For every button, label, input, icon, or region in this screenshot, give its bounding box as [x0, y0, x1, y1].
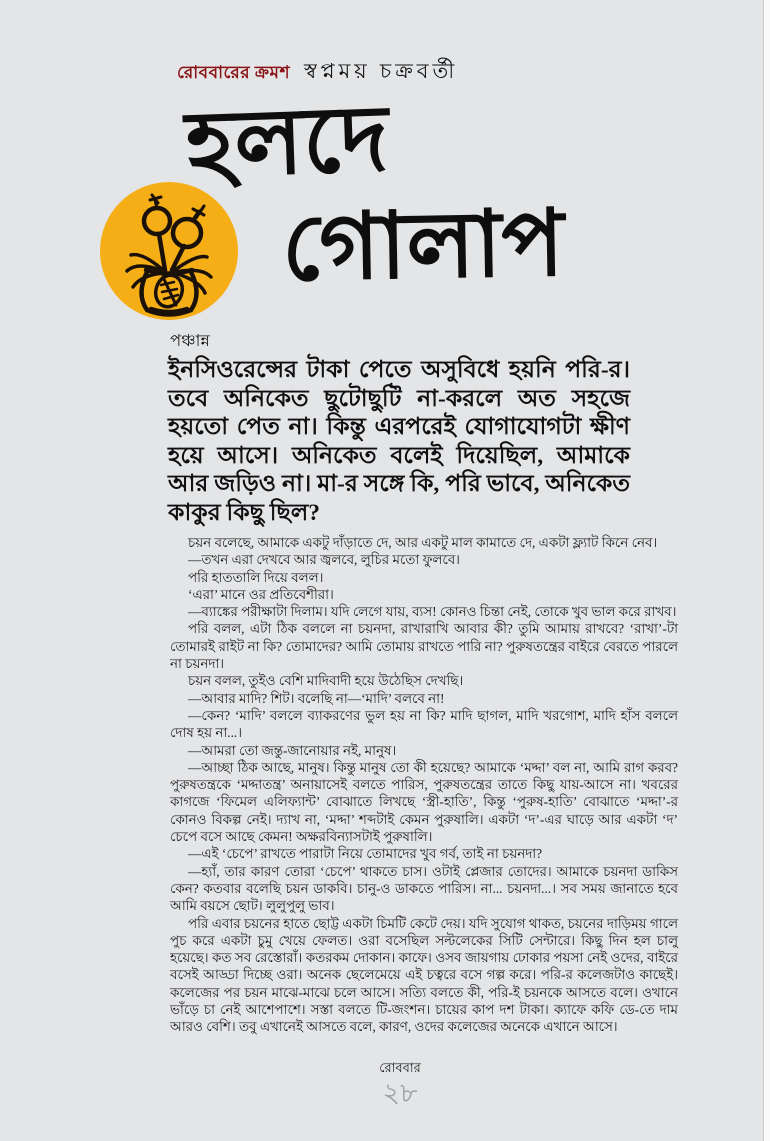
- story-paragraph: —আমরা তো জন্তু-জানোয়ার নই, মানুষ।: [188, 742, 397, 758]
- page-number: ২৮: [382, 1078, 418, 1109]
- story-paragraph: পরি হাততালি দিয়ে বলল।: [188, 569, 324, 585]
- chapter-number: পঞ্চান্ন: [170, 331, 210, 350]
- story-paragraph: —ব্যাঙ্কের পরীক্ষাটা দিলাম। যদি লেগে যায়, ব্যস! কোনও চিন্তা নেই, তোকে খুব ভাল করে রাখব।: [188, 604, 677, 620]
- story-paragraph: —এই ‘চেপে’ রাখতে পারাটা নিয়ে তোমাদের খুব গর্ব, তাই না চয়নদা?: [188, 846, 543, 862]
- story-paragraph: চয়ন বলেছে, আমাকে একটু দাঁড়াতে দে, আর একটু মাল কামাতে দে, একটা ফ্ল্যাট কিনে নেব।: [188, 535, 658, 550]
- story-paragraph: —হ্যাঁ, তার কারণ তোরা ‘চেপে’ থাকতে চাস। ওটাই প্লেজার তোদের। আমাকে চয়নদা ডাকিস কেন? কতবার বলেছি চয়ন ডাকবি। চানু-ও ডাকতে পারিস। না... চয়নদা...। সব সময় জানাতে হবে আমি বয়সে ছোট। লুলুপুলু ভাব।: [170, 863, 678, 914]
- page-edge: [763, 0, 770, 1141]
- story-paragraph: পরি বলল, এটা ঠিক বললে না চয়নদা, রাখারাখি আবার কী? তুমি আমায় রাখবে? ‘রাখা’-টা তোমারই রাইট না কি? তোমাদের? আমি তোমায় রাখতে পারি না? পুরুষতন্ত্রের বাইরে বেরতে পারলে না চয়নদা।: [170, 621, 678, 672]
- story-paragraph: ‘এরা’ মানে ওর প্রতিবেশীরা।: [188, 586, 334, 602]
- serial-label: রোববারের ক্রমশ: [177, 63, 291, 82]
- story-paragraph: —আচ্ছা ঠিক আছে, মানুষ। কিন্তু মানুষ তো কী হয়েছে? আমাকে ‘মদ্দা’ বল না, আমি রাগ করব? পুরুষতন্ত্রকে ‘মদ্দাতন্ত্র’ অনায়াসেই বলতে পারিস, পুরুষতন্ত্রের তাতে কিছু যায়-আসে না। খবরের কাগজে ‘ফিমেল এলিফ্যান্ট’ বোঝাতে লিখছে ‘স্ত্রী-হাতি’, কিন্তু ‘পুরুষ-হাতি’ বোঝাতে ‘মদ্দা’-র কোনও বিকল্প নেই। দ্যাখ না, ‘মদ্দা’ শব্দটাই কেমন পুরুষালি। একটা ‘দ’-এর ঘাড়ে আর একটা ‘দ’ চেপে বসে আছে কেমন! অক্ষরবিন্যাসটাই পুরুষালি।: [170, 759, 678, 845]
- story-title-line1: হলদে: [184, 84, 390, 199]
- story-paragraph: —আবার মাদি? শিট। বলেছি না—‘মাদি’ বলবে না!: [188, 690, 445, 706]
- story-paragraph: পরি এবার চয়নের হাতে ছোট্ট একটা চিমটি কেটে দেয়। যদি সুযোগ থাকত, চয়নের দাড়িময় গালে পুচ করে একটা চুমু খেয়ে ফেলত। ওরা বসেছিল সল্টলেকের সিটি সেন্টারে। কিছু দিন হল চালু হয়েছে। কত সব রেস্তোরাঁ। কতরকম দোকান। কাফে। ওসব জায়গায় ঢোকার পয়সা নেই ওদের, বাইরে বসেই আড্ডা দিচ্ছে ওরা। অনেক ছেলেমেয়ে এই চত্বরে বসে গল্প করে। পরি-র কলেজটাও কাছেই। কলেজের পর চয়ন মাঝে-মাঝে চলে আসে। সত্যি বলতে কী, পরি-ই চয়নকে আসতে বলে। ওখানে ভাঁড়ে চা নেই আশেপাশে। সস্তা বলতে টি-জংশন। চায়ের কাপ দশ টাকা। ক্যাফে কফি ডে-তে দাম আরও বেশি। তবু এখানেই আসতে বলে, কারণ, ওদের কলেজের অনেকে এখানে আসে।: [170, 915, 678, 1035]
- flower-pot-logo: [100, 182, 238, 320]
- page-header: [177, 55, 458, 90]
- story-paragraph: —তখন এরা দেখবে আর জ্বলবে, লুচির মতো ফুলবে।: [188, 552, 460, 568]
- story-title-line2: গোলাপ: [281, 189, 565, 302]
- story-paragraph: চয়ন বলল, তুইও বেশি মাদিবাদী হয়ে উঠেছিস দেখছি।: [188, 673, 464, 689]
- author-name: স্বপ্নময় চক্রবর্তী: [304, 59, 459, 83]
- magazine-name: রোববার: [379, 1060, 421, 1075]
- flower-pot-icon: [100, 182, 238, 320]
- story-paragraph: —কেন? ‘মাদি’ বললে ব্যাকরণের ভুল হয় না কি? মাদি ছাগল, মাদি খরগোশ, মাদি হাঁস বললে দোষ হয় না...।: [170, 707, 678, 741]
- story-body: [170, 534, 678, 1036]
- lead-paragraph: ইনসিওরেন্সের টাকা পেতে অসুবিধে হয়নি পরি-র। তবে অনিকেত ছুটোছুটি না-করলে অত সহজে হয়তো পেত না। কিন্তু এরপরেই যোগাযোগটা ক্ষীণ হয়ে আসে। অনিকেত বলেই দিয়েছিল, আমাকে আর জড়িও না। মা-র সঙ্গে কি, পরি ভাবে, অনিকেত কাকুর কিছু ছিল?: [168, 357, 630, 526]
